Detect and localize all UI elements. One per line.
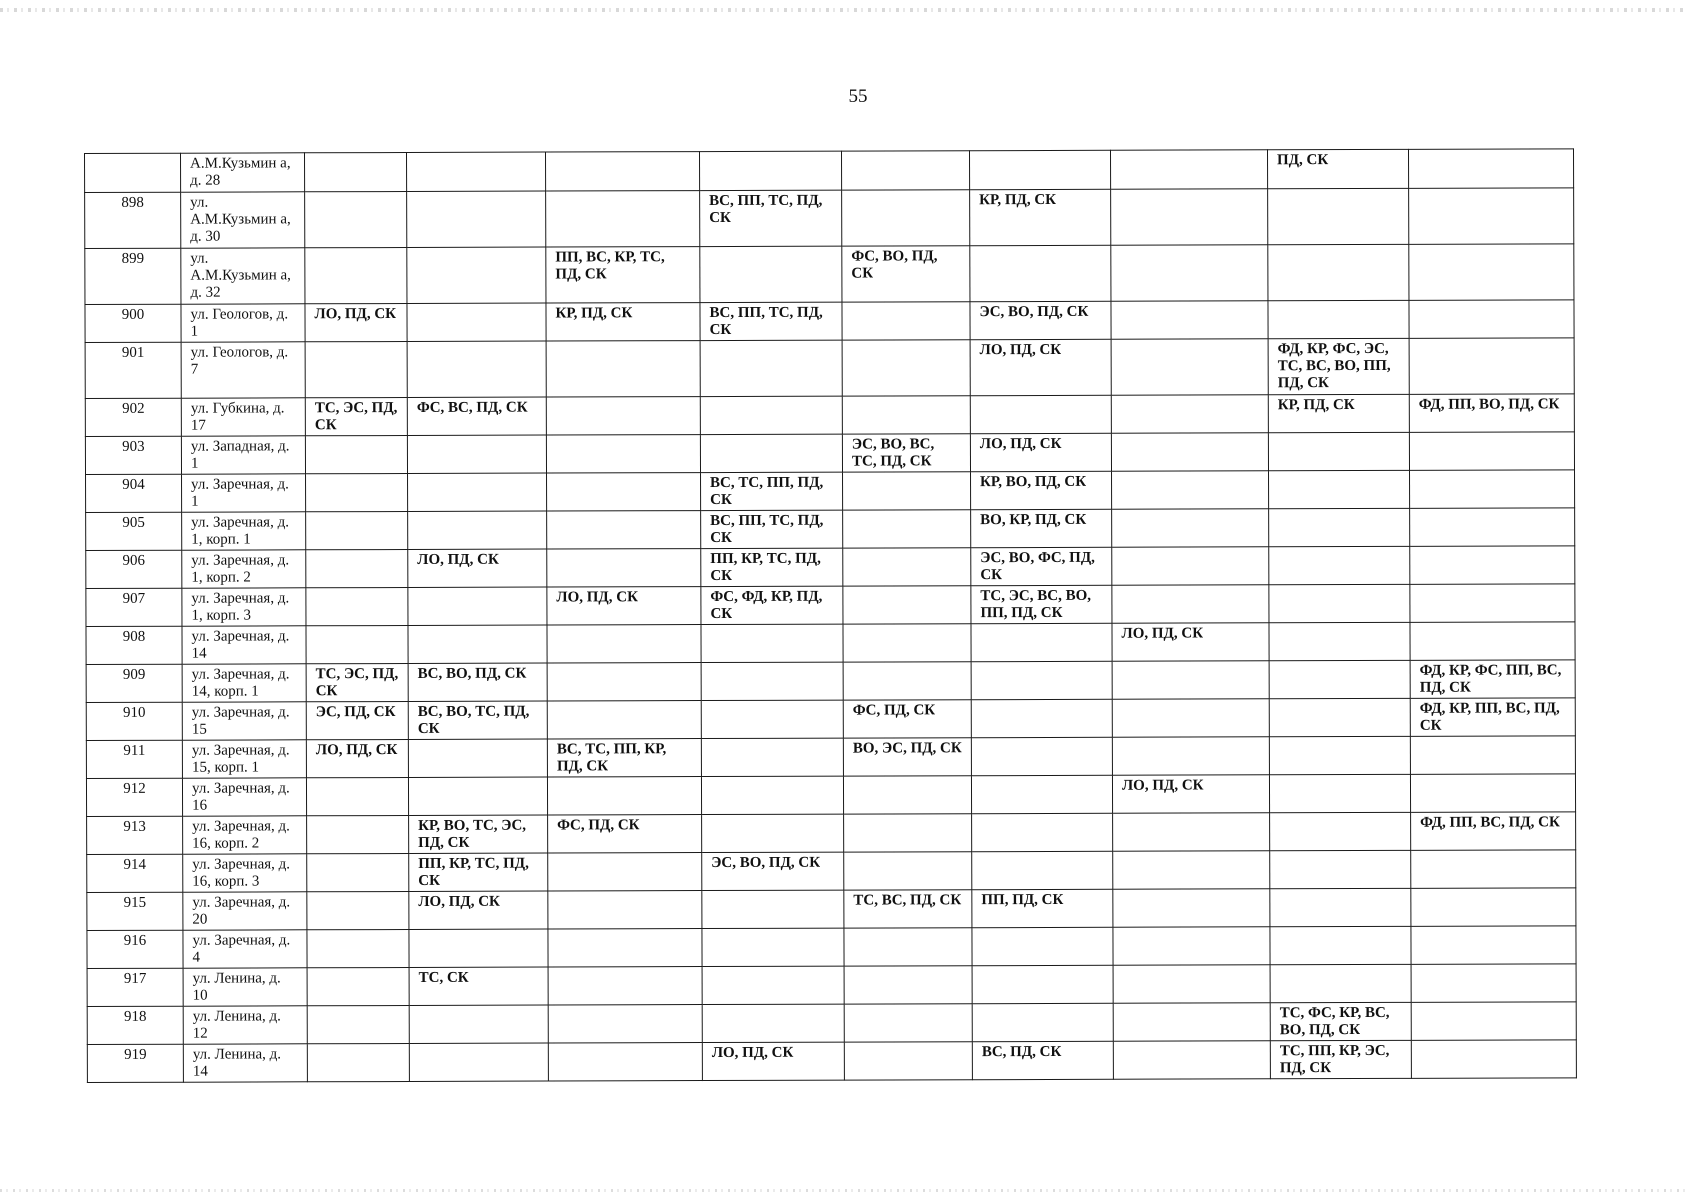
code-cell: ПД, СК: [1267, 149, 1408, 188]
code-cell: [1112, 471, 1269, 509]
code-cell: ЭС, ПД, СК: [306, 701, 408, 739]
code-cell: [844, 814, 972, 852]
scan-edge-top: [0, 8, 1686, 12]
code-cell: [1411, 926, 1576, 965]
code-cell: [547, 511, 701, 549]
code-cell: [408, 511, 547, 549]
table-row: [87, 888, 1576, 931]
code-cell: [1270, 850, 1411, 888]
code-cell: [1410, 584, 1575, 623]
code-cell: [408, 473, 547, 511]
table-row: [86, 660, 1575, 703]
code-cell: [1112, 699, 1269, 737]
table-row: [87, 812, 1576, 855]
code-cell: ПП, ВС, КР, ТС, ПД, СК: [546, 247, 700, 303]
address-cell: ул. Заречная, д. 1, корп. 2: [182, 550, 306, 588]
code-cell: [700, 396, 842, 434]
code-cell: [1113, 889, 1270, 927]
code-cell: ЛО, ПД, СК: [547, 587, 701, 625]
row-number: 901: [85, 342, 181, 398]
code-cell: [1112, 737, 1269, 775]
code-cell: [970, 245, 1111, 301]
code-cell: ЭС, ВО, ПД, СК: [970, 301, 1111, 339]
code-cell: ВО, ЭС, ПД, СК: [843, 738, 971, 776]
code-cell: [547, 549, 701, 587]
row-number: 899: [85, 248, 181, 304]
code-cell: [407, 341, 546, 397]
code-cell: [307, 1005, 409, 1043]
code-cell: ЭС, ВО, ФС, ПД, СК: [971, 547, 1112, 585]
code-cell: [702, 966, 844, 1004]
code-cell: [844, 852, 972, 890]
code-cell: [1112, 509, 1269, 547]
code-cell: ТС, ЭС, ВС, ВО, ПП, ПД, СК: [971, 585, 1112, 623]
address-cell: ул. Геологов, д. 7: [181, 342, 305, 398]
row-number: 918: [87, 1006, 183, 1044]
code-cell: [1269, 584, 1410, 622]
code-cell: [1111, 339, 1268, 395]
code-cell: [406, 152, 545, 191]
code-cell: [1111, 301, 1268, 339]
row-number: 915: [87, 892, 183, 930]
code-cell: ЛО, ПД, СК: [409, 891, 548, 929]
code-cell: [702, 928, 844, 966]
code-cell: [547, 663, 701, 701]
table-row: [86, 622, 1575, 665]
code-cell: [408, 739, 547, 777]
code-cell: [1113, 851, 1270, 889]
code-cell: [1270, 964, 1411, 1002]
code-cell: [305, 341, 407, 397]
code-cell: [700, 340, 842, 396]
code-cell: ТС, СК: [409, 967, 548, 1005]
code-cell: [1269, 698, 1410, 736]
code-cell: [701, 700, 843, 738]
code-cell: ВС, ВО, ПД, СК: [408, 663, 547, 701]
code-cell: ФС, ВО, ПД, СК: [842, 246, 970, 302]
code-cell: [1410, 736, 1575, 775]
code-cell: [1111, 395, 1268, 433]
code-cell: [1410, 774, 1575, 813]
code-cell: [1268, 188, 1409, 244]
address-cell: ул. Ленина, д. 14: [183, 1044, 307, 1082]
table-row: [85, 432, 1574, 475]
code-cell: [1409, 188, 1574, 245]
code-cell: [1268, 244, 1409, 300]
code-cell: [547, 701, 701, 739]
code-cell: [1411, 850, 1576, 889]
row-number: 911: [86, 740, 182, 778]
address-cell: ул. Заречная, д. 16, корп. 3: [183, 854, 307, 892]
code-cell: [408, 625, 547, 663]
table-row: [86, 698, 1575, 741]
code-cell: [843, 472, 971, 510]
code-cell: ВС, ТС, ПП, КР, ПД, СК: [547, 739, 701, 777]
code-cell: ЛО, ПД, СК: [306, 739, 408, 777]
address-cell: ул. Заречная, д. 1, корп. 1: [182, 512, 306, 550]
code-cell: [409, 1043, 548, 1081]
code-cell: [409, 929, 548, 967]
code-cell: ФД, КР, ФС, ЭС, ТС, ВС, ВО, ПП, ПД, СК: [1268, 338, 1409, 394]
code-cell: [1111, 189, 1268, 245]
code-cell: КР, ВО, ТС, ЭС, ПД, СК: [409, 815, 548, 853]
code-cell: [1411, 964, 1576, 1003]
address-cell: ул. Ленина, д. 12: [183, 1006, 307, 1044]
code-cell: [305, 152, 407, 191]
code-cell: [408, 587, 547, 625]
code-cell: [700, 246, 842, 302]
code-cell: [971, 775, 1112, 813]
code-cell: ЛО, ПД, СК: [970, 339, 1111, 395]
code-cell: ЛО, ПД, СК: [1112, 623, 1269, 661]
code-cell: ТС, ЭС, ПД, СК: [306, 663, 408, 701]
address-cell: ул. Заречная, д. 15, корп. 1: [182, 740, 306, 778]
code-cell: [841, 151, 969, 190]
code-cell: [548, 853, 702, 891]
row-number: 910: [86, 702, 182, 740]
code-cell: [843, 624, 971, 662]
address-cell: ул. Заречная, д. 14, корп. 1: [182, 664, 306, 702]
code-cell: [702, 814, 844, 852]
code-cell: ЛО, ПД, СК: [702, 1042, 844, 1080]
code-cell: [843, 662, 971, 700]
code-cell: [842, 340, 970, 396]
code-cell: [1411, 1040, 1576, 1079]
code-cell: [969, 150, 1110, 189]
code-cell: [1411, 888, 1576, 927]
row-number: 898: [85, 192, 181, 248]
code-cell: [306, 625, 408, 663]
code-cell: [1270, 926, 1411, 964]
code-cell: [1268, 432, 1409, 470]
code-cell: [1410, 508, 1575, 547]
code-cell: ФС, ПД, СК: [548, 815, 702, 853]
code-cell: КР, ВО, ПД, СК: [971, 471, 1112, 509]
table-body: [85, 149, 1577, 1083]
code-cell: [1269, 508, 1410, 546]
table-row: [87, 1040, 1576, 1083]
table-row: [87, 926, 1576, 969]
code-cell: [700, 434, 842, 472]
row-number: 909: [86, 664, 182, 702]
code-cell: [548, 891, 702, 929]
row-number: 908: [86, 626, 182, 664]
code-cell: [971, 737, 1112, 775]
code-cell: ФС, ПД, СК: [843, 700, 971, 738]
code-cell: ПП, ПД, СК: [972, 889, 1113, 927]
code-cell: ТС, ФС, КР, ВС, ВО, ПД, СК: [1270, 1002, 1411, 1040]
code-cell: [1410, 622, 1575, 661]
code-cell: [1409, 300, 1574, 339]
code-cell: ВС, ПП, ТС, ПД, СК: [700, 302, 842, 340]
code-cell: ПП, КР, ТС, ПД, СК: [701, 548, 843, 586]
address-cell: ул. А.М.Кузьмин а, д. 30: [181, 192, 305, 248]
table-row: [85, 149, 1574, 193]
code-cell: ВС, ТС, ПП, ПД, СК: [701, 472, 843, 510]
code-cell: [842, 396, 970, 434]
code-cell: [844, 1042, 972, 1080]
code-cell: ТС, ВС, ПД, СК: [844, 890, 972, 928]
code-cell: [699, 151, 841, 190]
code-cell: [1111, 245, 1268, 301]
code-cell: [407, 435, 546, 473]
code-cell: ФД, КР, ФС, ПП, ВС, ПД, СК: [1410, 660, 1575, 699]
code-cell: [1111, 433, 1268, 471]
row-number: 907: [86, 588, 182, 626]
code-cell: [307, 815, 409, 853]
code-cell: [407, 247, 546, 303]
address-cell: ул. Заречная, д. 16, корп. 2: [183, 816, 307, 854]
code-cell: [1113, 965, 1270, 1003]
code-cell: [407, 303, 546, 341]
table-row: [86, 736, 1575, 779]
code-cell: [971, 623, 1112, 661]
row-number: [85, 153, 181, 192]
code-cell: ФС, ФД, КР, ПД, СК: [701, 586, 843, 624]
code-cell: [701, 776, 843, 814]
code-cell: [1268, 300, 1409, 338]
code-cell: [1409, 244, 1574, 301]
code-cell: ФД, ПП, ВС, ПД, СК: [1411, 812, 1576, 851]
code-cell: [547, 473, 701, 511]
row-number: 900: [85, 304, 181, 342]
address-schedule-table: [84, 148, 1577, 1083]
code-cell: [1269, 736, 1410, 774]
address-cell: ул. А.М.Кузьмин а, д. 32: [181, 248, 305, 304]
code-cell: [702, 890, 844, 928]
code-cell: [305, 435, 407, 473]
code-cell: [305, 247, 407, 303]
code-cell: ТС, ЭС, ПД, СК: [305, 397, 407, 435]
code-cell: ЛО, ПД, СК: [305, 303, 407, 341]
code-cell: ПП, КР, ТС, ПД, СК: [409, 853, 548, 891]
code-cell: [1112, 661, 1269, 699]
code-cell: [307, 967, 409, 1005]
code-cell: [1269, 470, 1410, 508]
code-cell: [409, 1005, 548, 1043]
code-cell: [407, 191, 546, 247]
code-cell: [546, 191, 700, 247]
code-cell: [548, 1043, 702, 1081]
address-cell: ул. Заречная, д. 16: [182, 778, 306, 816]
code-cell: [972, 927, 1113, 965]
code-cell: [545, 152, 699, 191]
code-cell: ЛО, ПД, СК: [408, 549, 547, 587]
code-cell: [1269, 774, 1410, 812]
address-cell: ул. Заречная, д. 14: [182, 626, 306, 664]
code-cell: [1113, 1041, 1270, 1079]
row-number: 913: [87, 816, 183, 854]
address-cell: ул. Заречная, д. 1, корп. 3: [182, 588, 306, 626]
code-cell: [843, 510, 971, 548]
code-cell: ЛО, ПД, СК: [970, 433, 1111, 471]
address-cell: ул. Губкина, д. 17: [181, 398, 305, 436]
code-cell: [1411, 1002, 1576, 1041]
code-cell: ВС, ПП, ТС, ПД, СК: [701, 510, 843, 548]
code-cell: ВС, ВО, ТС, ПД, СК: [408, 701, 547, 739]
row-number: 912: [86, 778, 182, 816]
code-cell: ФС, ВС, ПД, СК: [407, 397, 546, 435]
code-cell: [306, 511, 408, 549]
code-cell: [305, 191, 407, 247]
code-cell: [1270, 888, 1411, 926]
row-number: 903: [85, 436, 181, 474]
code-cell: [1113, 1003, 1270, 1041]
code-cell: [842, 190, 970, 246]
code-cell: [1112, 585, 1269, 623]
code-cell: [972, 1003, 1113, 1041]
code-cell: [1270, 812, 1411, 850]
row-number: 916: [87, 930, 183, 968]
code-cell: [971, 661, 1112, 699]
code-cell: [844, 928, 972, 966]
code-cell: [1410, 546, 1575, 585]
code-cell: [307, 929, 409, 967]
code-cell: [972, 965, 1113, 1003]
code-cell: [971, 699, 1112, 737]
address-cell: ул. Заречная, д. 20: [183, 892, 307, 930]
table-row: [86, 546, 1575, 589]
code-cell: КР, ПД, СК: [970, 189, 1111, 245]
code-cell: [306, 549, 408, 587]
code-cell: [842, 302, 970, 340]
address-cell: ул. Заречная, д. 4: [183, 930, 307, 968]
code-cell: [546, 397, 700, 435]
table-row: [86, 508, 1575, 551]
code-cell: [1409, 432, 1574, 471]
code-cell: ВО, КР, ПД, СК: [971, 509, 1112, 547]
code-cell: [548, 929, 702, 967]
page-number: 55: [848, 86, 868, 107]
code-cell: [547, 777, 701, 815]
code-cell: КР, ПД, СК: [546, 303, 700, 341]
code-cell: ЛО, ПД, СК: [1112, 775, 1269, 813]
code-cell: [1110, 150, 1267, 189]
code-cell: ТС, ПП, КР, ЭС, ПД, СК: [1270, 1040, 1411, 1078]
code-cell: [408, 777, 547, 815]
row-number: 904: [86, 474, 182, 512]
table-row: [87, 1002, 1576, 1045]
table-row: [85, 338, 1574, 399]
table-row: [85, 188, 1574, 249]
code-cell: [843, 548, 971, 586]
code-cell: [1410, 470, 1575, 509]
code-cell: ЭС, ВО, ПД, СК: [702, 852, 844, 890]
code-cell: [1408, 149, 1573, 189]
row-number: 902: [85, 398, 181, 436]
address-cell: ул. Ленина, д. 10: [183, 968, 307, 1006]
address-cell: ул. Заречная, д. 1: [182, 474, 306, 512]
table-row: [87, 850, 1576, 893]
code-cell: [701, 662, 843, 700]
code-cell: [1269, 622, 1410, 660]
row-number: 914: [87, 854, 183, 892]
code-cell: [702, 1004, 844, 1042]
code-cell: [548, 967, 702, 1005]
code-cell: [1269, 546, 1410, 584]
table-row: [85, 244, 1574, 305]
code-cell: ВС, ПД, СК: [972, 1041, 1113, 1079]
table-row: [85, 394, 1574, 437]
address-cell: ул. Западная, д. 1: [181, 436, 305, 474]
code-cell: [972, 813, 1113, 851]
code-cell: КР, ПД, СК: [1268, 394, 1409, 432]
code-cell: [1409, 338, 1574, 395]
code-cell: [547, 625, 701, 663]
code-cell: [970, 395, 1111, 433]
code-cell: [546, 435, 700, 473]
code-cell: [307, 891, 409, 929]
table-row: [85, 300, 1574, 343]
code-cell: [701, 738, 843, 776]
code-cell: [306, 777, 408, 815]
code-cell: [844, 1004, 972, 1042]
address-cell: ул. Заречная, д. 15: [182, 702, 306, 740]
code-cell: [1112, 547, 1269, 585]
scan-edge-bottom: [0, 1189, 1686, 1192]
row-number: 917: [87, 968, 183, 1006]
row-number: 905: [86, 512, 182, 550]
code-cell: ВС, ПП, ТС, ПД, СК: [700, 190, 842, 246]
code-cell: [1269, 660, 1410, 698]
code-cell: [972, 851, 1113, 889]
code-cell: [701, 624, 843, 662]
code-cell: ФД, ПП, ВО, ПД, СК: [1409, 394, 1574, 433]
code-cell: [843, 776, 971, 814]
code-cell: [306, 587, 408, 625]
table-row: [86, 470, 1575, 513]
code-cell: ФД, КР, ПП, ВС, ПД, СК: [1410, 698, 1575, 737]
code-cell: [307, 853, 409, 891]
code-cell: [1113, 813, 1270, 851]
table-row: [87, 964, 1576, 1007]
code-cell: ЭС, ВО, ВС, ТС, ПД, СК: [842, 434, 970, 472]
table-row: [86, 774, 1575, 817]
row-number: 919: [87, 1044, 183, 1082]
code-cell: [844, 966, 972, 1004]
row-number: 906: [86, 550, 182, 588]
address-cell: ул. Геологов, д. 1: [181, 304, 305, 342]
code-cell: [1113, 927, 1270, 965]
code-cell: [843, 586, 971, 624]
table-row: [86, 584, 1575, 627]
code-cell: [548, 1005, 702, 1043]
code-cell: [546, 341, 700, 397]
address-cell: А.М.Кузьмин а, д. 28: [181, 153, 305, 192]
code-cell: [307, 1043, 409, 1081]
code-cell: [306, 473, 408, 511]
